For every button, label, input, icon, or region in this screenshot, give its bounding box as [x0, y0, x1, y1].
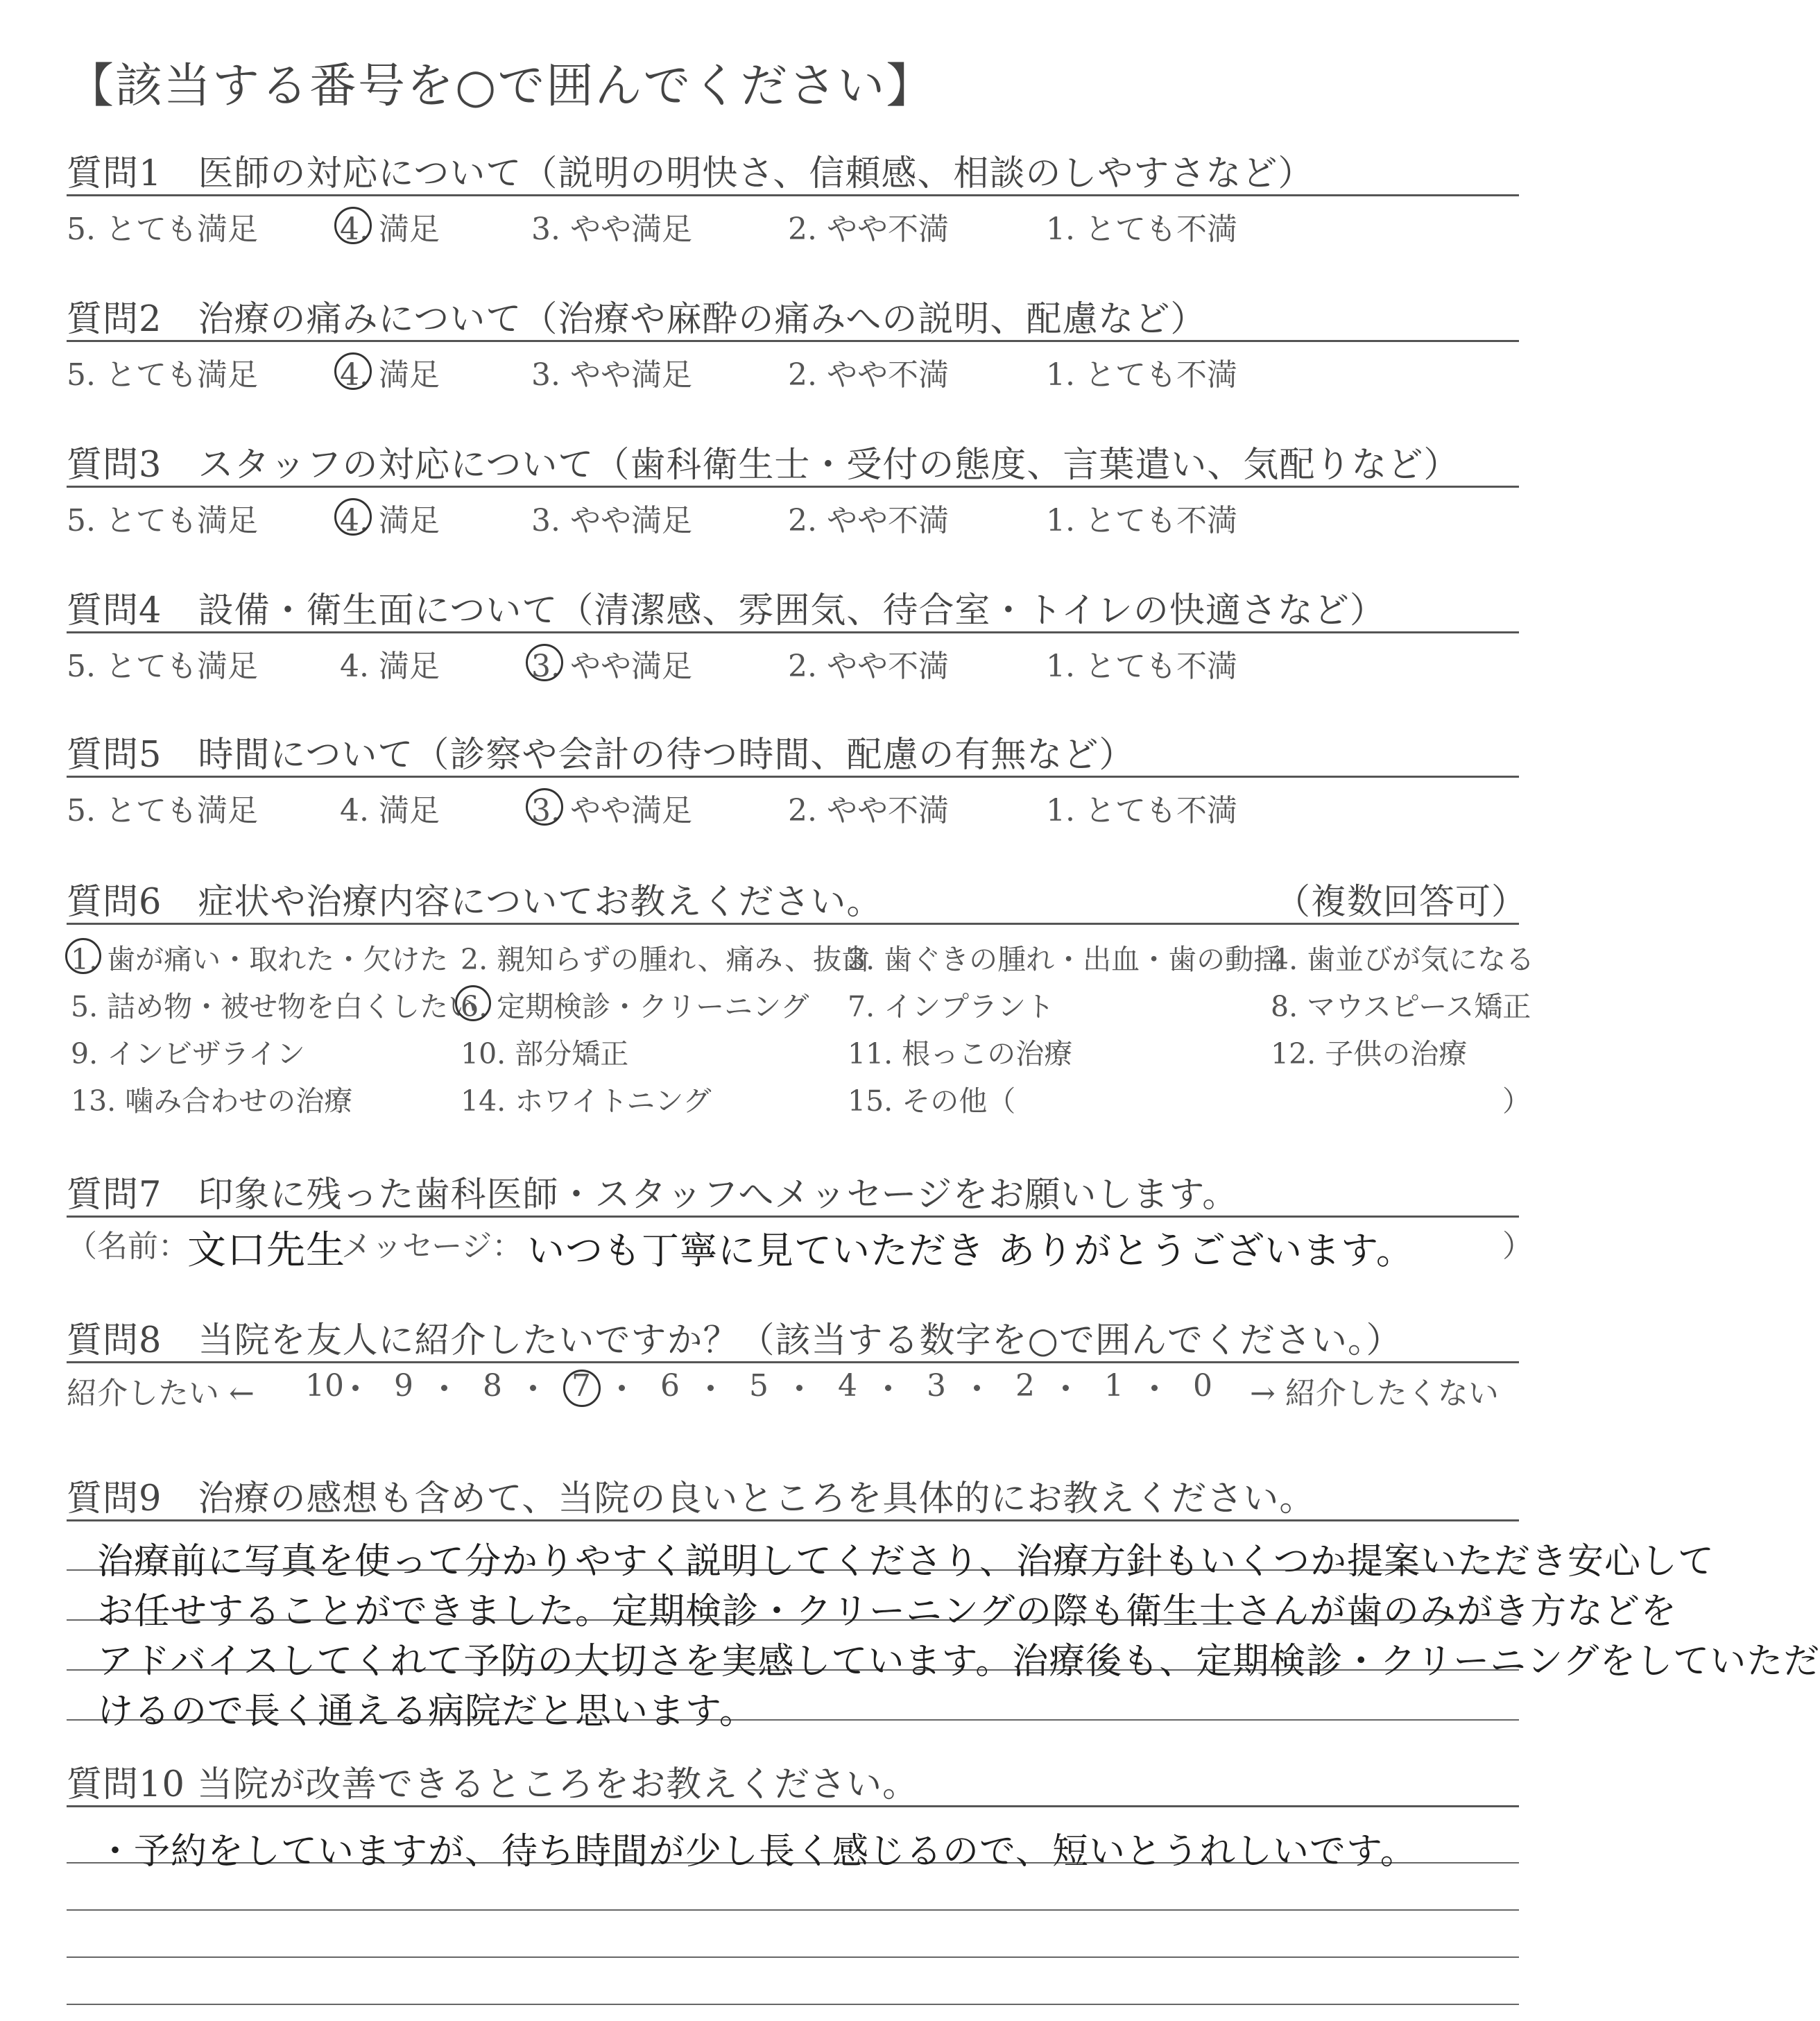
q3-title: 質問3 スタッフの対応について（歯科衛生士・受付の態度、言葉遣い、気配りなど） — [67, 445, 1460, 486]
q4-option-2[interactable]: 2. やや不満 — [788, 649, 949, 684]
q6-selection-circle — [455, 985, 491, 1021]
q9-answer-line: アドバイスしてくれて予防の大切さを実感しています。治療後も、定期検診・クリーニングをしていただ — [97, 1641, 1820, 1682]
q8-separator-dot — [1151, 1385, 1158, 1391]
q2-option-3[interactable]: 3. やや満足 — [531, 357, 692, 393]
q7-message-label: メッセージ： — [341, 1229, 523, 1264]
q6-option-6[interactable]: 6. 定期検診・クリーニング — [461, 990, 809, 1023]
q6-selection-circle — [65, 938, 101, 974]
q8-separator-dot — [441, 1385, 447, 1391]
q10-answer-rule — [67, 1909, 1519, 1911]
q6-option-7[interactable]: 7. インプラント — [848, 990, 1055, 1023]
q7-rule — [67, 1216, 1519, 1218]
q8-separator-dot — [530, 1385, 536, 1391]
q8-selection-circle — [563, 1370, 601, 1407]
q3-option-2[interactable]: 2. やや不満 — [788, 503, 949, 538]
q4-option-1[interactable]: 1. とても不満 — [1046, 649, 1237, 684]
q6-option-15[interactable]: 15. その他（ — [848, 1084, 1016, 1118]
q1-selection-circle — [334, 207, 372, 244]
q6-option-14[interactable]: 14. ホワイトニング — [461, 1084, 712, 1118]
q1-option-3[interactable]: 3. やや満足 — [531, 212, 692, 247]
q10-title: 質問10 当院が改善できるところをお教えください。 — [67, 1764, 919, 1805]
q8-score-9[interactable]: 9 — [394, 1368, 413, 1404]
q4-rule — [67, 631, 1519, 633]
q1-title: 質問1 医師の対応について（説明の明快さ、信頼感、相談のしやすさなど） — [67, 153, 1314, 194]
q3-rule — [67, 486, 1519, 488]
q2-option-4[interactable]: 4. 満足 — [340, 357, 440, 393]
q8-score-10[interactable]: 10 — [305, 1368, 344, 1404]
q8-separator-dot — [796, 1385, 802, 1391]
q8-right-label: → 紹介したくない — [1250, 1376, 1499, 1411]
q1-rule — [67, 194, 1519, 196]
q8-score-1[interactable]: 1 — [1104, 1368, 1124, 1404]
q9-title: 質問9 治療の感想も含めて、当院の良いところを具体的にお教えください。 — [67, 1478, 1316, 1519]
q8-score-4[interactable]: 4 — [838, 1368, 857, 1404]
q6-option-9[interactable]: 9. インビザライン — [71, 1037, 305, 1071]
q6-title: 質問6 症状や治療内容についてお教えください。 — [67, 882, 883, 923]
q8-score-2[interactable]: 2 — [1015, 1368, 1035, 1404]
q5-selection-circle — [526, 788, 563, 826]
q5-option-4[interactable]: 4. 満足 — [340, 793, 440, 828]
q6-note: （複数回答可） — [1275, 882, 1528, 923]
q5-title: 質問5 時間について（診察や会計の待つ時間、配慮の有無など） — [67, 735, 1135, 776]
q4-selection-circle — [526, 644, 563, 681]
q2-option-5[interactable]: 5. とても満足 — [67, 357, 258, 393]
q8-score-8[interactable]: 8 — [483, 1368, 502, 1404]
q6-option-3[interactable]: 3. 歯ぐきの腫れ・出血・歯の動揺 — [848, 943, 1282, 976]
q9-answer-line: 治療前に写真を使って分かりやすく説明してくださり、治療方針もいくつか提案いただき安心して — [97, 1541, 1715, 1583]
q3-option-4[interactable]: 4. 満足 — [340, 503, 440, 538]
q5-option-3[interactable]: 3. やや満足 — [531, 793, 692, 828]
q8-score-5[interactable]: 5 — [749, 1368, 769, 1404]
q1-option-5[interactable]: 5. とても満足 — [67, 212, 258, 247]
q6-option-8[interactable]: 8. マウスピース矯正 — [1271, 990, 1531, 1023]
q7-name-value: 文口先生 — [187, 1228, 345, 1273]
q4-option-3[interactable]: 3. やや満足 — [531, 649, 692, 684]
q8-separator-dot — [885, 1385, 891, 1391]
q1-option-1[interactable]: 1. とても不満 — [1046, 212, 1237, 247]
q1-option-2[interactable]: 2. やや不満 — [788, 212, 949, 247]
q3-option-5[interactable]: 5. とても満足 — [67, 503, 258, 538]
q2-option-2[interactable]: 2. やや不満 — [788, 357, 949, 393]
q6-option-13[interactable]: 13. 噛み合わせの治療 — [71, 1084, 353, 1118]
q8-separator-dot — [352, 1385, 359, 1391]
q9-answer-line: けるので長く通える病院だと思います。 — [97, 1691, 756, 1732]
q6-option-10[interactable]: 10. 部分矯正 — [461, 1037, 629, 1071]
q7-title: 質問7 印象に残った歯科医師・スタッフへメッセージをお願いします。 — [67, 1175, 1239, 1216]
q6-option-1[interactable]: 1. 歯が痛い・取れた・欠けた — [71, 943, 449, 976]
q2-selection-circle — [334, 352, 372, 390]
q10-answer-rule — [67, 1956, 1519, 1958]
q4-option-5[interactable]: 5. とても満足 — [67, 649, 258, 684]
q6-option-2[interactable]: 2. 親知らずの腫れ、痛み、抜歯 — [461, 943, 870, 976]
q6-other-close-paren: ） — [1502, 1084, 1531, 1118]
q7-name-label: （名前： — [67, 1229, 189, 1264]
q10-answer-rule — [67, 2004, 1519, 2005]
q9-rule — [67, 1519, 1519, 1521]
q8-title: 質問8 当院を友人に紹介したいですか？（該当する数字を○で囲んでください。） — [67, 1320, 1402, 1361]
q8-separator-dot — [707, 1385, 714, 1391]
q9-answer-line: お任せすることができました。定期検診・クリーニングの際も衛生士さんが歯のみがき方などを — [97, 1591, 1677, 1632]
q8-separator-dot — [974, 1385, 980, 1391]
q8-score-6[interactable]: 6 — [660, 1368, 680, 1404]
q2-option-1[interactable]: 1. とても不満 — [1046, 357, 1237, 393]
q2-rule — [67, 340, 1519, 342]
page-header: 【該当する番号を○で囲んでください】 — [67, 59, 935, 114]
q6-option-11[interactable]: 11. 根っこの治療 — [848, 1037, 1073, 1071]
q4-title: 質問4 設備・衛生面について（清潔感、雰囲気、待合室・トイレの快適さなど） — [67, 590, 1386, 631]
q5-rule — [67, 776, 1519, 778]
q8-separator-dot — [1063, 1385, 1069, 1391]
q8-separator-dot — [619, 1385, 625, 1391]
q8-rule — [67, 1361, 1519, 1363]
q8-score-3[interactable]: 3 — [927, 1368, 946, 1404]
q3-selection-circle — [334, 498, 372, 536]
q10-rule — [67, 1805, 1519, 1807]
q6-option-4[interactable]: 4. 歯並びが気になる — [1271, 943, 1535, 976]
q7-message-value: いつも丁寧に見ていただき ありがとうございます。 — [527, 1229, 1414, 1272]
q7-close-paren: ） — [1502, 1229, 1533, 1264]
q8-left-label: 紹介したい ← — [67, 1376, 255, 1411]
q5-option-5[interactable]: 5. とても満足 — [67, 793, 258, 828]
q8-score-7[interactable]: 7 — [572, 1368, 591, 1404]
q6-rule — [67, 923, 1519, 925]
q6-option-12[interactable]: 12. 子供の治療 — [1271, 1037, 1468, 1071]
q8-score-0[interactable]: 0 — [1193, 1368, 1212, 1404]
q6-option-5[interactable]: 5. 詰め物・被せ物を白くしたい — [71, 990, 477, 1023]
q1-option-4[interactable]: 4. 満足 — [340, 212, 440, 247]
q2-title: 質問2 治療の痛みについて（治療や麻酔の痛みへの説明、配慮など） — [67, 299, 1207, 340]
q3-option-3[interactable]: 3. やや満足 — [531, 503, 692, 538]
q5-option-2[interactable]: 2. やや不満 — [788, 793, 949, 828]
q4-option-4[interactable]: 4. 満足 — [340, 649, 440, 684]
q10-answer-line: ・予約をしていますが、待ち時間が少し長く感じるので、短いとうれしいです。 — [97, 1831, 1417, 1873]
q3-option-1[interactable]: 1. とても不満 — [1046, 503, 1237, 538]
q5-option-1[interactable]: 1. とても不満 — [1046, 793, 1237, 828]
